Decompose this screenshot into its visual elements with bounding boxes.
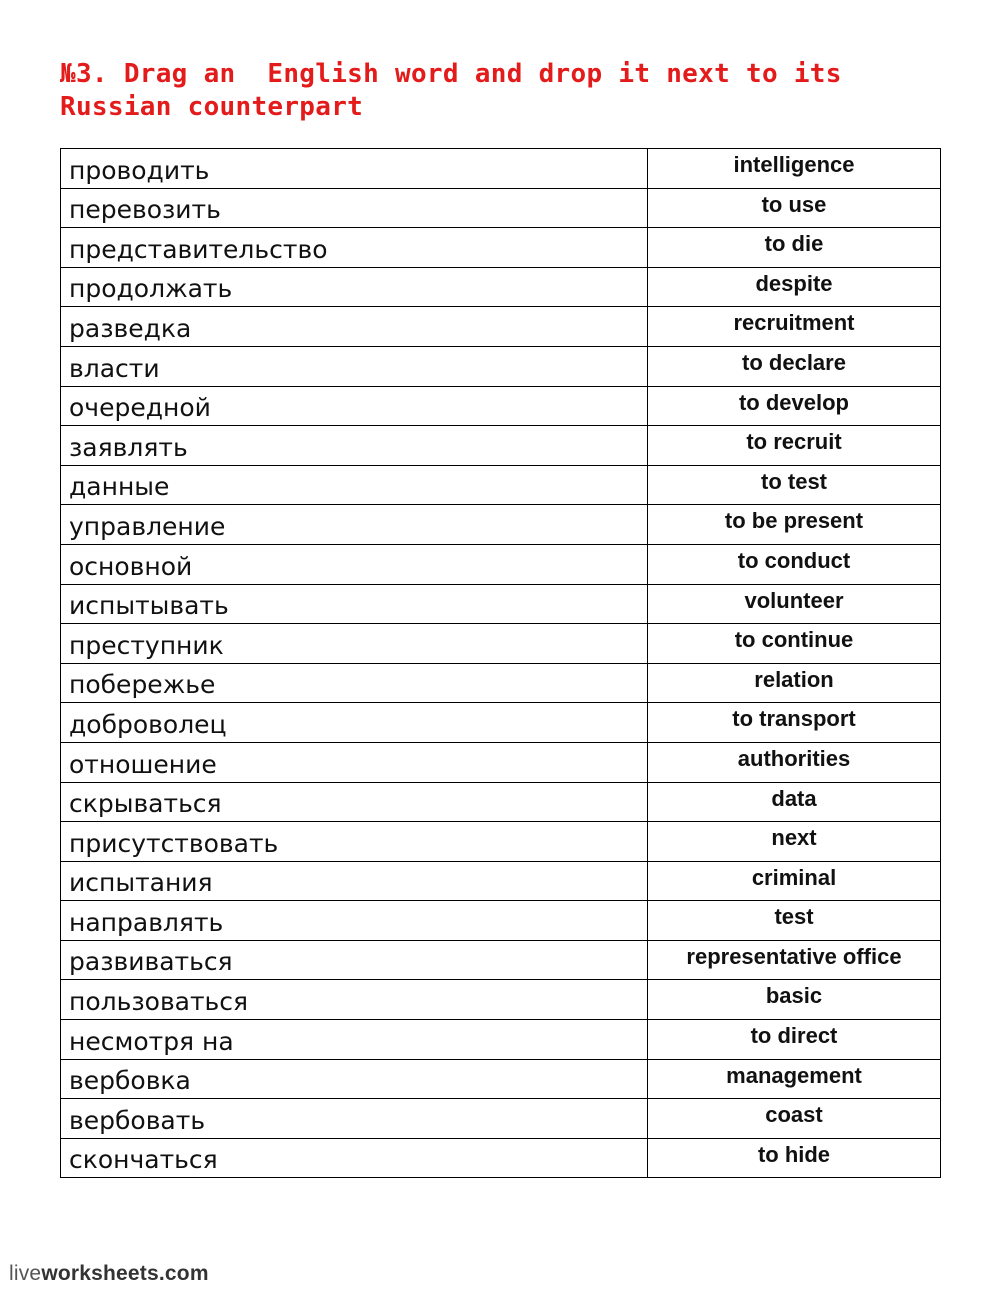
vocab-row bbox=[61, 149, 941, 189]
vocabulary-table-body bbox=[61, 149, 941, 1178]
russian-word: очередной bbox=[61, 386, 648, 426]
vocab-row bbox=[61, 188, 941, 228]
english-word-draggable[interactable]: to die bbox=[648, 228, 941, 268]
russian-word: испытания bbox=[61, 861, 648, 901]
russian-word: проводить bbox=[61, 149, 648, 189]
vocab-row bbox=[61, 624, 941, 664]
russian-word: скончаться bbox=[61, 1138, 648, 1178]
logo-live-text: live bbox=[9, 1262, 42, 1285]
russian-word: власти bbox=[61, 346, 648, 386]
english-word-draggable[interactable]: relation bbox=[648, 663, 941, 703]
logo-worksheets-text: worksheets bbox=[41, 1262, 159, 1285]
vocab-row bbox=[61, 861, 941, 901]
english-word-draggable[interactable]: to recruit bbox=[648, 426, 941, 466]
russian-word: основной bbox=[61, 544, 648, 584]
vocab-row bbox=[61, 782, 941, 822]
english-word-draggable[interactable]: to conduct bbox=[648, 544, 941, 584]
russian-word: данные bbox=[61, 465, 648, 505]
russian-word: разведка bbox=[61, 307, 648, 347]
logo-domain-text: .com bbox=[158, 1262, 209, 1285]
vocab-row bbox=[61, 940, 941, 980]
vocab-row bbox=[61, 703, 941, 743]
russian-word: присутствовать bbox=[61, 822, 648, 862]
vocab-row bbox=[61, 742, 941, 782]
vocab-row bbox=[61, 386, 941, 426]
english-word-draggable[interactable]: volunteer bbox=[648, 584, 941, 624]
russian-word: продолжать bbox=[61, 267, 648, 307]
russian-word: испытывать bbox=[61, 584, 648, 624]
english-word-draggable[interactable]: basic bbox=[648, 980, 941, 1020]
russian-word: вербовка bbox=[61, 1059, 648, 1099]
russian-word: доброволец bbox=[61, 703, 648, 743]
english-word-draggable[interactable]: to be present bbox=[648, 505, 941, 545]
vocab-row bbox=[61, 584, 941, 624]
vocab-row bbox=[61, 1138, 941, 1178]
vocab-row bbox=[61, 426, 941, 466]
english-word-draggable[interactable]: coast bbox=[648, 1099, 941, 1139]
vocab-row bbox=[61, 901, 941, 941]
vocab-row bbox=[61, 307, 941, 347]
english-word-draggable[interactable]: data bbox=[648, 782, 941, 822]
vocab-row bbox=[61, 505, 941, 545]
english-word-draggable[interactable]: criminal bbox=[648, 861, 941, 901]
russian-word: вербовать bbox=[61, 1099, 648, 1139]
english-word-draggable[interactable]: intelligence bbox=[648, 149, 941, 189]
english-word-draggable[interactable]: to hide bbox=[648, 1138, 941, 1178]
english-word-draggable[interactable]: to develop bbox=[648, 386, 941, 426]
english-word-draggable[interactable]: to use bbox=[648, 188, 941, 228]
vocabulary-table bbox=[60, 148, 941, 1178]
vocab-row bbox=[61, 822, 941, 862]
russian-word: представительство bbox=[61, 228, 648, 268]
russian-word: побережье bbox=[61, 663, 648, 703]
vocab-row bbox=[61, 663, 941, 703]
vocab-row bbox=[61, 1020, 941, 1060]
english-word-draggable[interactable]: to continue bbox=[648, 624, 941, 664]
english-word-draggable[interactable]: despite bbox=[648, 267, 941, 307]
vocab-row bbox=[61, 1059, 941, 1099]
english-word-draggable[interactable]: test bbox=[648, 901, 941, 941]
vocab-row bbox=[61, 1099, 941, 1139]
vocab-row bbox=[61, 544, 941, 584]
russian-word: направлять bbox=[61, 901, 648, 941]
vocab-row bbox=[61, 267, 941, 307]
russian-word: скрываться bbox=[61, 782, 648, 822]
english-word-draggable[interactable]: management bbox=[648, 1059, 941, 1099]
english-word-draggable[interactable]: to direct bbox=[648, 1020, 941, 1060]
english-word-draggable[interactable]: representative office bbox=[648, 940, 941, 980]
english-word-draggable[interactable]: recruitment bbox=[648, 307, 941, 347]
english-word-draggable[interactable]: authorities bbox=[648, 742, 941, 782]
russian-word: преступник bbox=[61, 624, 648, 664]
vocab-row bbox=[61, 346, 941, 386]
russian-word: перевозить bbox=[61, 188, 648, 228]
russian-word: развиваться bbox=[61, 940, 648, 980]
vocab-row bbox=[61, 980, 941, 1020]
russian-word: отношение bbox=[61, 742, 648, 782]
english-word-draggable[interactable]: next bbox=[648, 822, 941, 862]
english-word-draggable[interactable]: to declare bbox=[648, 346, 941, 386]
russian-word: управление bbox=[61, 505, 648, 545]
russian-word: пользоваться bbox=[61, 980, 648, 1020]
vocab-row bbox=[61, 465, 941, 505]
english-word-draggable[interactable]: to test bbox=[648, 465, 941, 505]
worksheet-title: №3. Drag an English word and drop it next to its Russian counterpart bbox=[60, 59, 858, 122]
russian-word: несмотря на bbox=[61, 1020, 648, 1060]
liveworksheets-logo[interactable] bbox=[9, 1262, 209, 1286]
russian-word: заявлять bbox=[61, 426, 648, 466]
vocab-row bbox=[61, 228, 941, 268]
english-word-draggable[interactable]: to transport bbox=[648, 703, 941, 743]
